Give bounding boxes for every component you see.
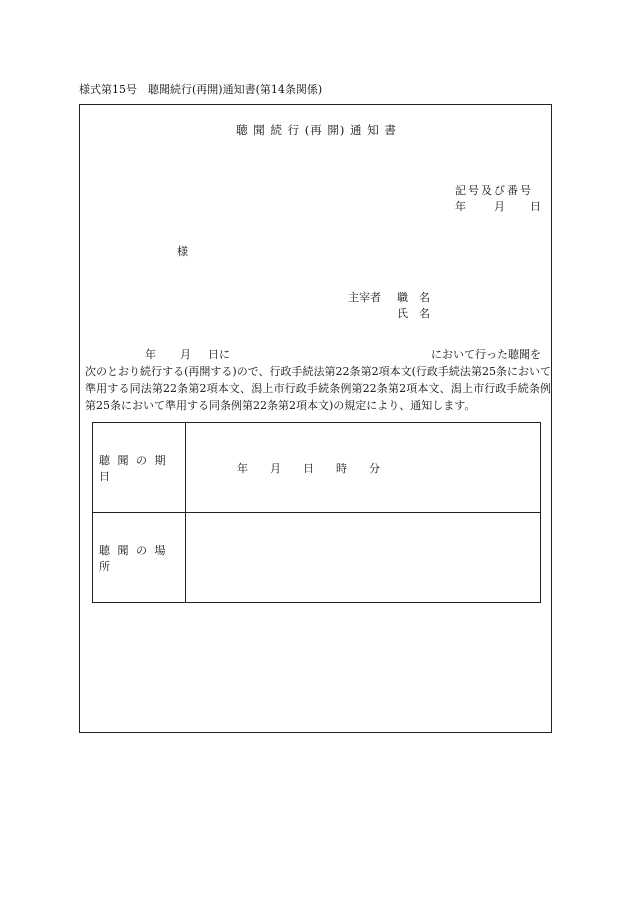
presider-title-label: 職 名 — [397, 291, 430, 304]
presider-label: 主宰者 — [348, 291, 381, 304]
presider-name-label: 氏 名 — [397, 307, 430, 320]
issue-date-day: 日 — [530, 200, 541, 213]
body-line1-end: において行った聴聞を — [431, 348, 541, 361]
hearing-place-label: 聴 聞 の 場 所 — [93, 513, 186, 603]
hearing-details-table — [92, 422, 541, 603]
form-number-label: 様式第15号 聴聞続行(再開)通知書(第14条関係) — [79, 83, 323, 96]
table-row — [93, 423, 541, 513]
issue-date-year: 年 — [455, 200, 466, 213]
notice-body — [85, 346, 551, 414]
document-title: 聴 聞 続 行 (再 開) 通 知 書 — [236, 123, 397, 137]
issue-date-month: 月 — [494, 200, 505, 213]
addressee-suffix: 様 — [177, 245, 188, 258]
table-row — [93, 513, 541, 603]
record-number-label: 記号及び番号 — [455, 184, 533, 197]
hearing-date-label: 聴 聞 の 期 日 — [93, 423, 186, 513]
notice-frame — [79, 104, 552, 733]
hearing-date-value: 年 月 日 時 分 — [186, 423, 541, 513]
body-day: 日に — [208, 348, 230, 361]
body-paragraph: 次のとおり続行する(再開する)ので、行政手続法第22条第2項本文(行政手続法第25条において準用する同法第22条第2項本文、潟上市行政手続条例第22条第2項本文、潟上市行政手続条例第25条において準用する同条例第22条第2項本文)の規定により、通知します。 — [85, 365, 551, 412]
body-month: 月 — [180, 348, 191, 361]
hearing-place-value — [186, 513, 541, 603]
body-year: 年 — [145, 348, 156, 361]
